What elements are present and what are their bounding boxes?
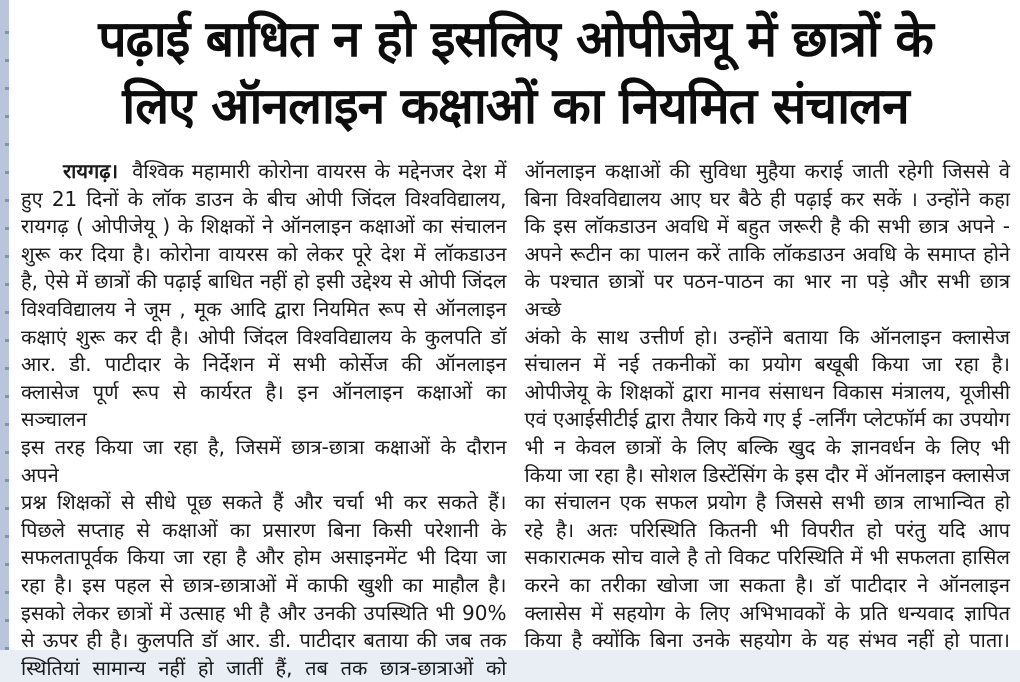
body-line: पिछले सप्ताह से कक्षाओं का प्रसारण बिना किसी परेशानी के	[21, 517, 507, 542]
left-column	[21, 158, 507, 682]
body-line: रायगढ़ ( ओपीजेयू ) के शिक्षकों ने ऑनलाइन कक्षाओं का संचालन	[21, 214, 507, 239]
body-line: रहे है। अतः परिस्थिति कितनी भी विपरीत हो परंतु यदि आप	[524, 517, 1010, 542]
right-column	[525, 158, 1011, 682]
body-line: ओपीजेयू के शिक्षकों द्वारा मानव संसाधन विकास मंत्रालय, यूजीसी	[524, 379, 1010, 404]
headline	[21, 6, 1010, 140]
body-line: क्लासेस में सहयोग के लिए अभिभावकों के प्रति धन्यवाद ज्ञापित	[524, 600, 1010, 625]
body-line: भी न केवल छात्रों के लिए बल्कि खुद के ज्ञानवर्धन के लिए भी	[524, 434, 1010, 459]
article-body	[21, 158, 1010, 682]
body-line: इसको लेकर छात्रों में उत्साह भी है और उनकी उपस्थिति भी 90%	[21, 600, 507, 625]
clipping-content	[9, 0, 1020, 680]
body-line: सफलतापूर्वक किया जा रहा है और होम असाइनमेंट भी दिया जा	[21, 545, 507, 570]
body-line: अपने रूटीन का पालन करें ताकि लॉकडाउन अवधि के समाप्त होने	[524, 241, 1010, 266]
scan-edge-strip	[0, 0, 9, 650]
body-line: सकारात्मक सोच वाले है तो विकट परिस्थिति में भी सफलता हासिल	[524, 545, 1010, 570]
body-line: का संचालन एक सफल प्रयोग है जिससे सभी छात्र लाभान्वित हो	[524, 490, 1010, 515]
body-line: अंको के साथ उत्तीर्ण हो। उन्होंने बताया कि ऑनलाइन क्लासेज	[524, 324, 1010, 349]
body-line: रहा है। इस पहल से छात्र-छात्राओं में काफी खुशी का माहौल है।	[21, 572, 507, 597]
body-line: किया है क्योंकि बिना उनके सहयोग के यह संभव नहीं हो पाता।	[524, 628, 1010, 653]
right-column-lines	[525, 158, 1011, 655]
body-line: ऑनलाइन कक्षाओं की सुविधा मुहैया कराई जाती रहेगी जिससे वे	[524, 159, 1010, 183]
body-line: क्लासेज पूर्ण रूप से कार्यरत है। इन ऑनलाइन कक्षाओं का सञ्चालन	[21, 379, 507, 432]
body-line: कक्षाएं शुरू कर दी है। ओपी जिंदल विश्वविद्यालय के कुलपति डॉ	[21, 324, 507, 349]
body-line: आर. डी. पाटीदार के निर्देशन में सभी कोर्सेज की ऑनलाइन	[21, 352, 507, 377]
body-line: है, ऐसे में छात्रों की पढ़ाई बाधित नहीं हो इसी उद्देश्य से ओपी जिंदल	[21, 269, 507, 294]
body-line-first	[21, 158, 507, 186]
body-line: कि इस लॉकडाउन अवधि में बहुत जरूरी है की सभी छात्र अपने -	[524, 214, 1010, 239]
body-line: करने का तरीका खोजा जा सकता है। डॉ पाटीदार ने ऑनलाइन	[524, 572, 1010, 597]
left-column-lines	[21, 186, 507, 682]
body-line: हुए 21 दिनों के लॉक डाउन के बीच ओपी जिंदल विश्वविद्यालय,	[21, 186, 507, 211]
body-line: के पश्चात छात्रों पर पठन-पाठन का भार ना पड़े और सभी छात्र अच्छे	[524, 269, 1010, 321]
body-line: प्रश्न शिक्षकों से सीधे पूछ सकते हैं और चर्चा भी कर सकते हैं।	[21, 490, 507, 515]
body-line-first-text: वैश्विक महामारी कोरोना वायरस के मद्देनजर देश में	[132, 159, 507, 183]
body-line: विश्वविद्यालय ने जूम , मूक आदि द्वारा नियमित रूप से ऑनलाइन	[21, 296, 507, 321]
body-line: स्थितियां सामान्य नहीं हो जातीं हैं, तब तक छात्र-छात्राओं को	[21, 655, 507, 680]
body-line: संचालन में नई तकनीकों का प्रयोग बखूबी किया जा रहा है।	[524, 352, 1010, 377]
headline-line-1: पढ़ाई बाधित न हो इसलिए ओपीजेयू में छात्रों के	[98, 10, 933, 68]
body-line: से ऊपर ही है। कुलपति डॉ आर. डी. पाटीदार बताया की जब तक	[21, 628, 507, 653]
body-line: बिना विश्वविद्यालय आए घर बैठे ही पढ़ाई कर सकें । उन्होंने कहा	[524, 186, 1010, 211]
body-line: इस तरह किया जा रहा है, जिसमें छात्र-छात्रा कक्षाओं के दौरान अपने	[21, 434, 507, 487]
body-line: शुरू कर दिया है। कोरोना वायरस को लेकर पूरे देश में लॉकडाउन	[21, 241, 507, 266]
body-line: एवं एआईसीटीई द्वारा तैयार किये गए ई -लर्निंग प्लेटफॉर्म का उपयोग	[524, 407, 1010, 432]
dateline: रायगढ़।	[63, 159, 119, 183]
headline-line-2: लिए ऑनलाइन कक्षाओं का नियमित संचालन	[122, 77, 909, 135]
body-line: किया जा रहा है। सोशल डिस्टेंसिंग के इस दौर में ऑनलाइन क्लासेज	[524, 462, 1010, 487]
